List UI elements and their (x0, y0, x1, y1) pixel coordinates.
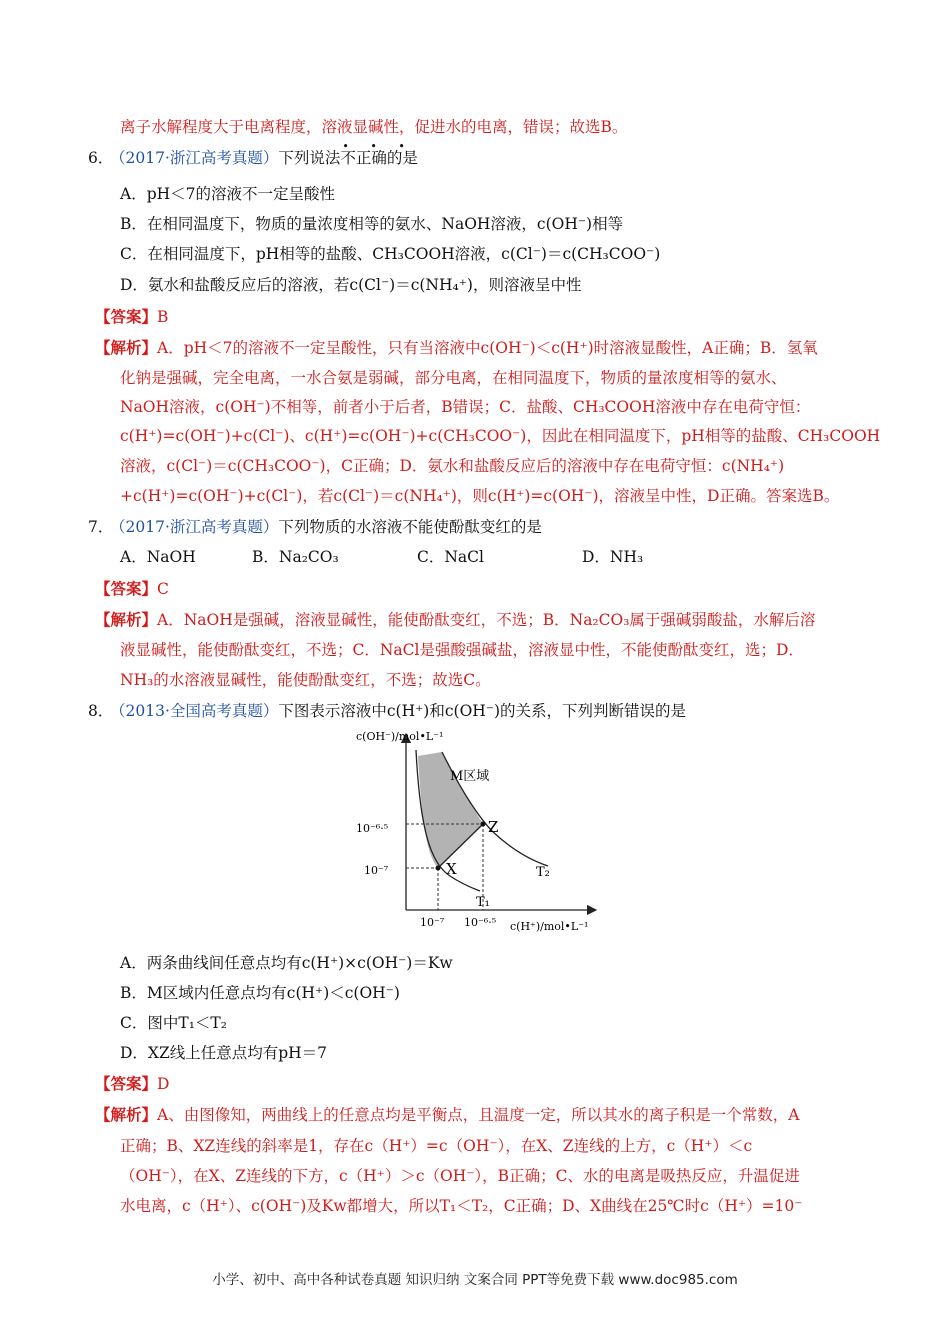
q6-stem (110, 140, 418, 169)
q8-answer-value: D (157, 1075, 170, 1093)
q7-analysis-line-1 (95, 609, 815, 631)
q7-answer-label: 【答案】 (95, 579, 158, 598)
q7-option-d: D．NH₃ (582, 548, 644, 566)
kw-figure (350, 728, 605, 940)
x-tick-65: 10⁻⁶·⁵ (464, 916, 497, 929)
q6-analysis-line-2: 化钠是强碱，完全电离，一水合氨是弱碱，部分电离，在相同温度下，物质的量浓度相等的氨水、 (120, 369, 787, 387)
x-axis-label: c(H⁺)/mol•L⁻¹ (510, 920, 589, 933)
q8-answer (95, 1073, 169, 1095)
q8-analysis-line-1 (95, 1104, 799, 1126)
q8-option-a: A．两条曲线间任意点均有c(H⁺)×c(OH⁻)＝Kw (120, 954, 453, 972)
q7-stem (110, 516, 542, 538)
q8-stem-text: 下图表示溶液中c(H⁺)和c(OH⁻)的关系，下列判断错误的是 (278, 702, 687, 720)
q8-number: 8． (88, 702, 114, 720)
q7-option-a: A．NaOH (120, 548, 196, 566)
q6-analysis-line-5: 溶液，c(Cl⁻)＝c(CH₃COO⁻)，C正确；D．氨水和盐酸反应后的溶液中存在电荷守恒：c(NH₄⁺) (120, 457, 785, 475)
q6-answer-label: 【答案】 (95, 307, 158, 326)
y-axis-label: c(OH⁻)/mol•L⁻¹ (356, 730, 444, 743)
q7-number: 7． (88, 518, 114, 536)
q6-option-d: D．氨水和盐酸反应后的溶液，若c(Cl⁻)＝c(NH₄⁺)，则溶液呈中性 (120, 276, 582, 294)
x-tick-7: 10⁻⁷ (420, 916, 445, 929)
q7-stem-text: 下列物质的水溶液不能使酚酞变红的是 (278, 518, 542, 536)
q8-stem (110, 700, 686, 722)
q6-option-b: B．在相同温度下，物质的量浓度相等的氨水、NaOH溶液，c(OH⁻)相等 (120, 215, 624, 233)
q6-analysis-text-1: A．pH＜7的溶液不一定呈酸性，只有当溶液中c(OH⁻)＜c(H⁺)时溶液显酸性，A正确；B．氢氧 (157, 339, 818, 357)
q6-number: 6． (88, 149, 114, 167)
point-z (481, 822, 486, 827)
page-footer: 小学、初中、高中各种试卷真题 知识归纳 文案合同 PPT等免费下载 www.doc985.com (212, 1272, 738, 1288)
point-z-label: Z (488, 818, 499, 836)
q7-analysis-text-1: A．NaOH是强碱，溶液显碱性，能使酚酞变红，不选；B．Na₂CO₃属于强碱弱酸盐，水解后溶 (157, 611, 816, 629)
q7-analysis-line-2: 液显碱性，能使酚酞变红，不选；C．NaCl是强酸强碱盐，溶液显中性，不能使酚酞变红，选；D． (120, 641, 804, 659)
q8-option-b: B．M区域内任意点均有c(H⁺)＜c(OH⁻) (120, 984, 400, 1002)
q8-analysis-text-1: A、由图像知，两曲线上的任意点均是平衡点，且温度一定，所以其水的离子积是一个常数，A (157, 1106, 800, 1124)
q7-option-b: B．Na₂CO₃ (252, 548, 339, 566)
q8-analysis-line-3: （OH⁻），在X、Z连线的下方，c（H⁺）＞c（OH⁻），B正确；C、水的电离是吸热反应，升温促进 (120, 1167, 800, 1185)
curve-t2-label: T₂ (536, 865, 550, 880)
q7-analysis-label: 【解析】 (95, 610, 158, 629)
q8-source: （2013·全国高考真题） (110, 702, 279, 720)
q8-option-d: D．XZ线上任意点均有pH＝7 (120, 1044, 328, 1062)
curve-t1-label: T₁ (476, 895, 490, 910)
q6-analysis-line-6: +c(H⁺)=c(OH⁻)+c(Cl⁻)，若c(Cl⁻)＝c(NH₄⁺)，则c(H⁺)=c(OH⁻)，溶液呈中性，D正确。答案选B。 (120, 487, 840, 505)
q6-analysis-line-3: NaOH溶液，c(OH⁻)不相等，前者小于后者，B错误；C．盐酸、CH₃COOH溶液中存在电荷守恒： (120, 398, 811, 416)
q6-analysis-line-4: c(H⁺)=c(OH⁻)+c(Cl⁻)、c(H⁺)=c(OH⁻)+c(CH₃COO⁻)，因此在相同温度下，pH相等的盐酸、CH₃COOH (120, 427, 881, 445)
q6-source: （2017·浙江高考真题） (110, 149, 279, 167)
emphasis-dots: • • • (342, 140, 414, 153)
q7-answer (95, 578, 169, 600)
q6-answer-value: B (157, 308, 169, 326)
region-label: M区域 (450, 769, 490, 784)
q6-stem-a: 下列说法 (278, 149, 341, 167)
q6-answer (95, 306, 168, 328)
q7-option-c: C．NaCl (417, 548, 484, 566)
q6-analysis-label: 【解析】 (95, 338, 158, 357)
q8-option-c: C．图中T₁＜T₂ (120, 1014, 227, 1032)
point-x (436, 866, 441, 871)
y-tick-7: 10⁻⁷ (364, 864, 389, 877)
q6-stem-b: 的是 (386, 149, 418, 167)
q8-answer-label: 【答案】 (95, 1074, 158, 1093)
q6-option-c: C．在相同温度下，pH相等的盐酸、CH₃COOH溶液，c(Cl⁻)＝c(CH₃COO⁻) (120, 245, 661, 263)
q7-answer-value: C (157, 580, 169, 598)
point-x-label: X (446, 860, 457, 878)
q6-stem-em-text: 不正确 (340, 149, 387, 167)
q6-analysis-line-1 (95, 337, 818, 359)
q8-analysis-label: 【解析】 (95, 1105, 158, 1124)
intro-line: 离子水解程度大于电离程度，溶液显碱性，促进水的电离，错误；故选B。 (120, 118, 628, 136)
y-tick-65: 10⁻⁶·⁵ (356, 822, 389, 835)
q8-analysis-line-2: 正确；B、XZ连线的斜率是1，存在c（H⁺）=c（OH⁻），在X、Z连线的上方，c（H⁺）＜c (120, 1137, 753, 1155)
q7-source: （2017·浙江高考真题） (110, 518, 279, 536)
q8-analysis-line-4: 水电离，c（H⁺）、c(OH⁻)及Kw都增大，所以T₁＜T₂，C正确；D、X曲线在25℃时c（H⁺）=10⁻ (120, 1197, 803, 1215)
q6-option-a: A．pH＜7的溶液不一定呈酸性 (120, 185, 335, 203)
q7-analysis-line-3: NH₃的水溶液显碱性，能使酚酞变红，不选；故选C。 (120, 671, 491, 689)
